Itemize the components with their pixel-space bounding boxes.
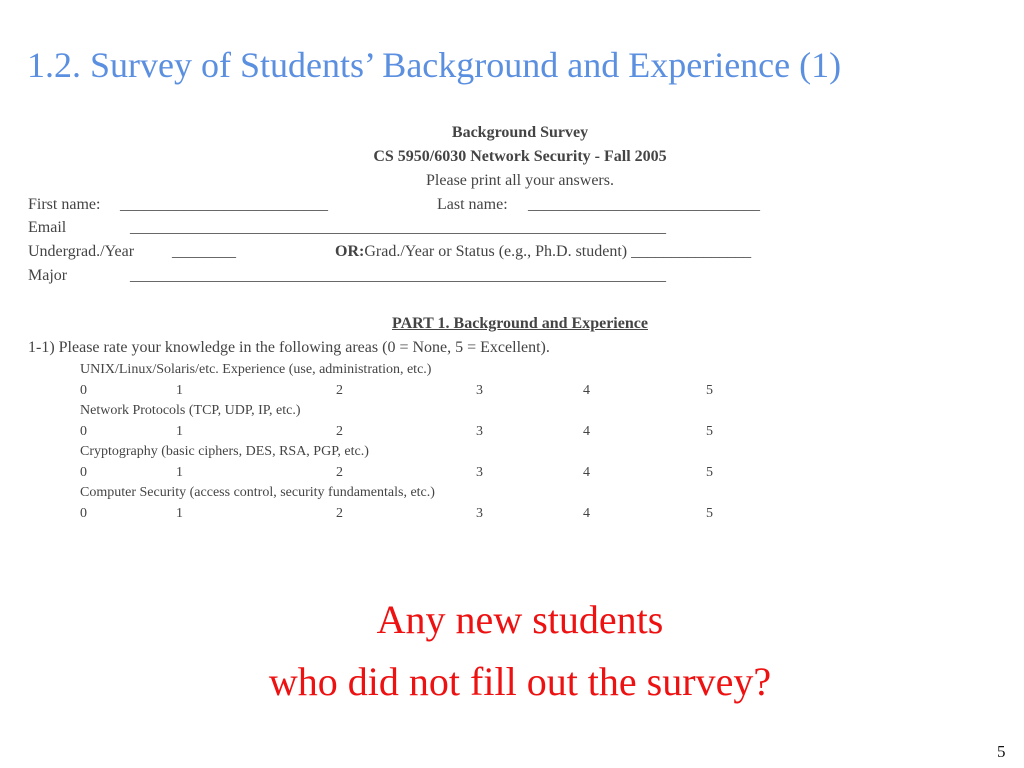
rating-0: 0: [80, 383, 87, 398]
last-name-blank: _____________________________: [528, 196, 760, 213]
rating-2: 2: [336, 465, 343, 480]
area-label: Cryptography (basic ciphers, DES, RSA, PGP, etc.): [80, 444, 369, 459]
major-label: Major: [28, 267, 68, 284]
rating-5: 5: [706, 506, 713, 521]
rating-1: 1: [176, 383, 183, 398]
rating-4: 4: [583, 424, 590, 439]
rating-3: 3: [476, 383, 483, 398]
slide-title: 1.2. Survey of Students’ Background and Experience (1): [27, 45, 842, 85]
grad-line: [335, 243, 751, 261]
rating-4: 4: [583, 383, 590, 398]
closing-line-2: who did not fill out the survey?: [268, 659, 772, 704]
area-label: Computer Security (access control, security fundamentals, etc.): [80, 485, 435, 500]
first-name-label: First name:: [28, 196, 101, 213]
question-text: 1-1) Please rate your knowledge in the following areas (0 = None, 5 = Excellent).: [28, 339, 550, 356]
closing-line-1: Any new students: [376, 597, 664, 642]
rating-3: 3: [476, 465, 483, 480]
rating-0: 0: [80, 424, 87, 439]
rating-5: 5: [706, 424, 713, 439]
part-heading: PART 1. Background and Experience: [392, 315, 648, 332]
rating-1: 1: [176, 465, 183, 480]
grad-blank: _______________: [631, 243, 752, 260]
or-label: OR:: [335, 243, 365, 260]
rating-5: 5: [706, 383, 713, 398]
rating-1: 1: [176, 506, 183, 521]
rating-4: 4: [583, 506, 590, 521]
rating-1: 1: [176, 424, 183, 439]
rating-2: 2: [336, 506, 343, 521]
grad-label: Grad./Year or Status (e.g., Ph.D. student): [364, 243, 632, 260]
rating-2: 2: [336, 383, 343, 398]
area-label: Network Protocols (TCP, UDP, IP, etc.): [80, 403, 301, 418]
survey-course: CS 5950/6030 Network Security - Fall 2005: [373, 148, 667, 165]
rating-3: 3: [476, 506, 483, 521]
rating-0: 0: [80, 465, 87, 480]
rating-0: 0: [80, 506, 87, 521]
email-label: Email: [28, 219, 67, 236]
rating-3: 3: [476, 424, 483, 439]
major-blank: ___________________________________________________________________: [130, 267, 666, 284]
rating-2: 2: [336, 424, 343, 439]
area-label: UNIX/Linux/Solaris/etc. Experience (use, administration, etc.): [80, 362, 432, 377]
last-name-label: Last name:: [437, 196, 508, 213]
rating-5: 5: [706, 465, 713, 480]
page-number: 5: [997, 742, 1006, 761]
undergrad-blank: ________: [172, 243, 236, 260]
undergrad-label: Undergrad./Year: [28, 243, 135, 260]
survey-instruction: Please print all your answers.: [426, 172, 614, 189]
survey-heading: Background Survey: [451, 124, 589, 141]
email-blank: ___________________________________________________________________: [130, 219, 666, 236]
first-name-blank: __________________________: [120, 196, 328, 213]
rating-4: 4: [583, 465, 590, 480]
